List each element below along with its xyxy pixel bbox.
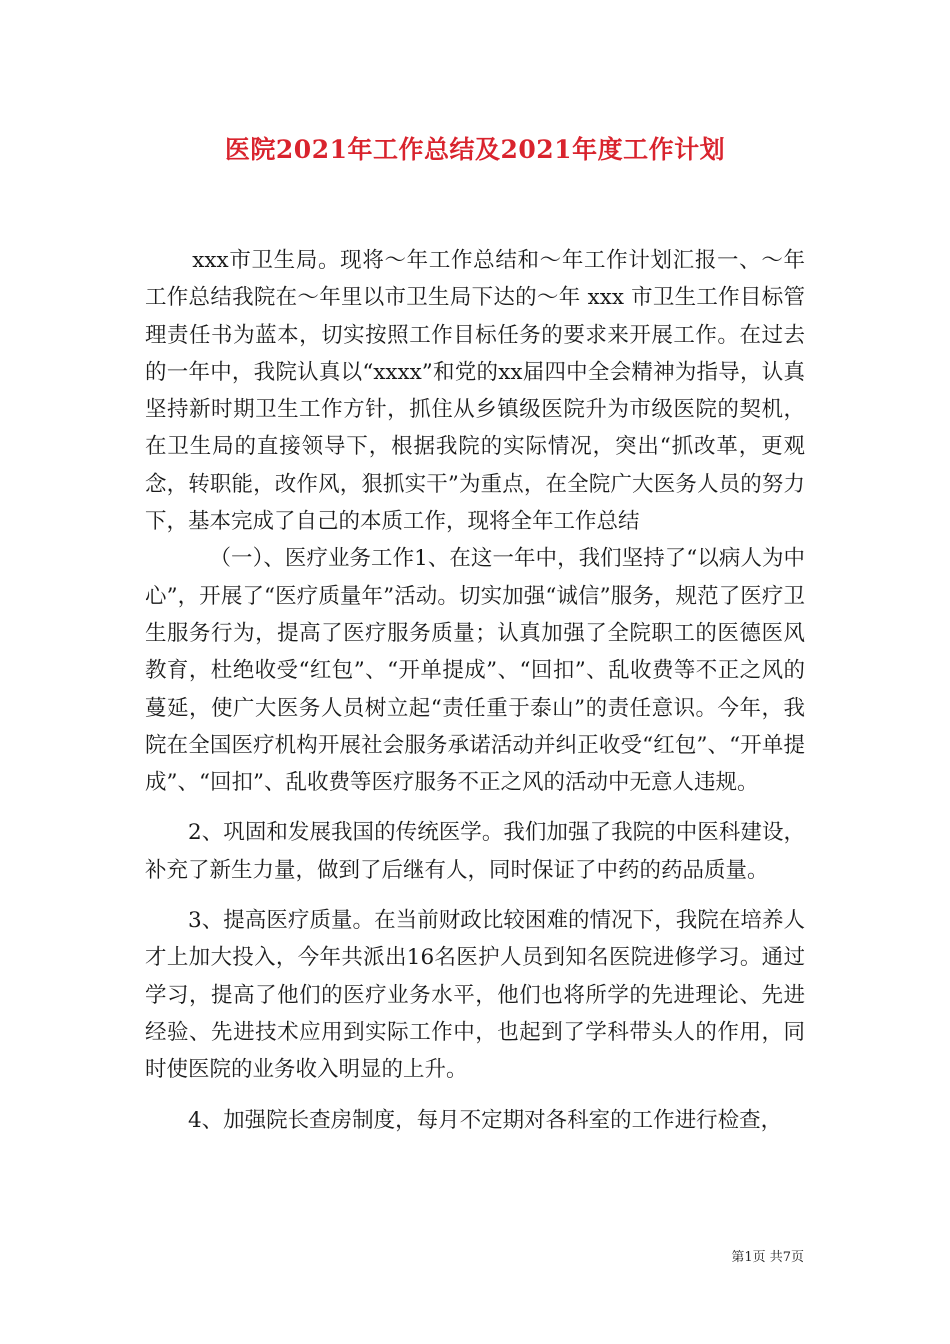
paragraph-intro: xxx市卫生局。现将～年工作总结和～年工作计划汇报一、～年工作总结我院在～年里以市卫生局下达的～年 xxx 市卫生工作目标管理责任书为蓝本，切实按照工作目标任务的要求来开展工作。在过去的一年中，我院认真以“xxxx”和党的xx届四中全会精神为指导，认真坚持新时期卫生工作方针，抓住从乡镇级医院升为市级医院的契机，在卫生局的直接领导下，根据我院的实际情况，突出“抓改革，更观念，转职能，改作风，狠抓实干”为重点，在全院广大医务人员的努力下，基本完成了自己的本质工作，现将全年工作总结: [145, 248, 805, 535]
page-number: 第1页 共7页: [731, 1250, 804, 1265]
paragraph-medical-quality: 3、提高医疗质量。在当前财政比较困难的情况下，我院在培养人才上加大投入，今年共派出16名医护人员到知名医院进修学习。通过学习，提高了他们的医疗业务水平，他们也将所学的先进理论、先进经验、先进技术应用到实际工作中，也起到了学科带头人的作用，同时使医院的业务收入明显的上升。: [145, 908, 805, 1083]
document-title: 医院2021年工作总结及2021年度工作计划: [224, 135, 726, 164]
paragraph-traditional-medicine: 2、巩固和发展我国的传统医学。我们加强了我院的中医科建设，补充了新生力量，做到了后继有人，同时保证了中药的药品质量。: [145, 820, 805, 883]
paragraph-medical-work: （一）、医疗业务工作1、在这一年中，我们坚持了“以病人为中心”，开展了“医疗质量年”活动。切实加强“诚信”服务，规范了医疗卫生服务行为，提高了医疗服务质量；认真加强了全院职工的医德医风教育，杜绝收受“红包”、“开单提成”、“回扣”、乱收费等不正之风的蔓延，使广大医务人员树立起“责任重于泰山”的责任意识。今年，我院在全国医疗机构开展社会服务承诺活动并纠正收受“红包”、“开单提成”、“回扣”、乱收费等医疗服务不正之风的活动中无意人违规。: [145, 546, 805, 796]
document-body: [145, 242, 805, 1139]
paragraph-ward-rounds: 4、加强院长查房制度，每月不定期对各科室的工作进行检查，: [188, 1107, 783, 1133]
